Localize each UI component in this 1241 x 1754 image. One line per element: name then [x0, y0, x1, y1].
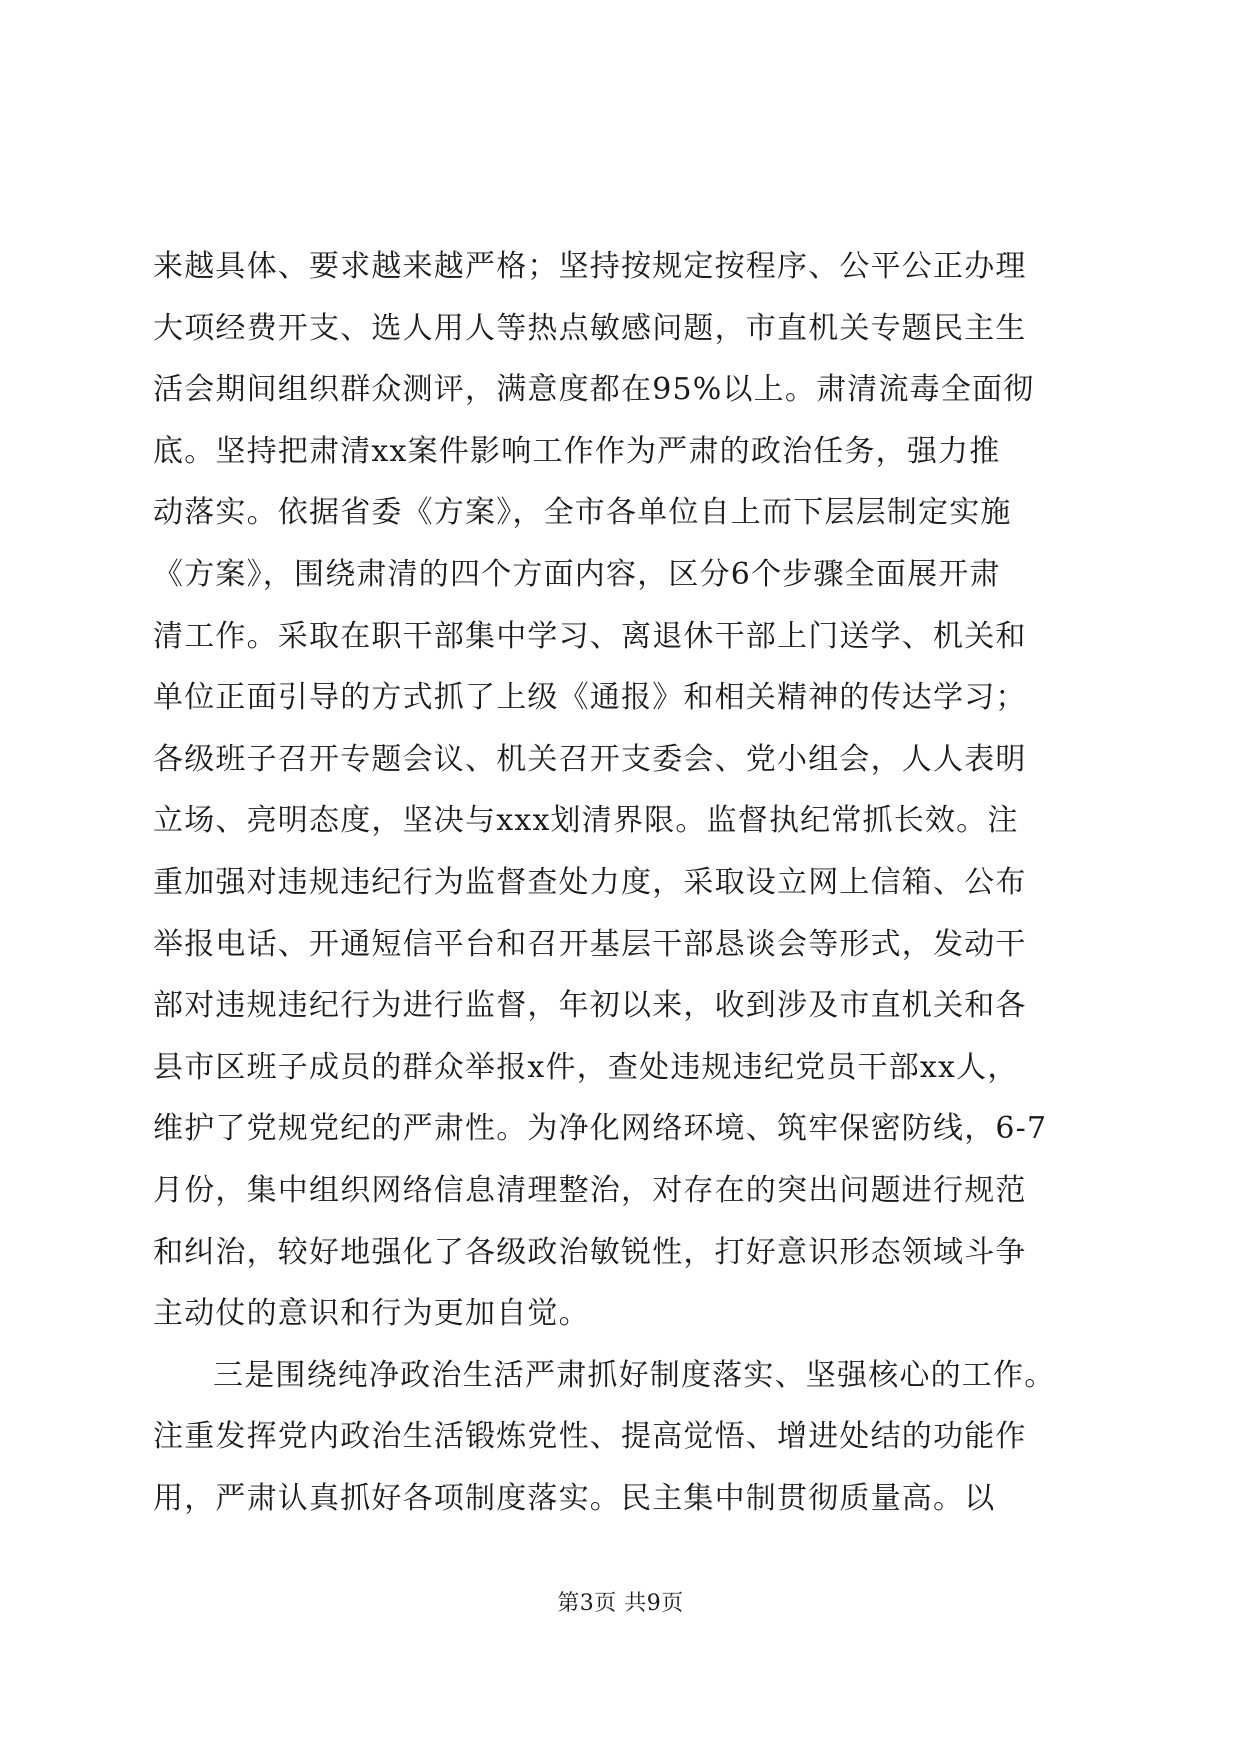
text-line: 县市区班子成员的群众举报x件，查处违规违纪党员干部xx人， [153, 1049, 1019, 1085]
page-number-footer: 第3页 共9页 [557, 1591, 684, 1616]
text-line: 立场、亮明态度，坚决与xxx划清界限。监督执纪常抓长效。注 [153, 803, 1019, 839]
body-text [153, 236, 1088, 1529]
text-line: 维护了党规党纪的严肃性。为净化网络环境、筑牢保密防线，6-7 [153, 1111, 1048, 1147]
text-line: 活会期间组织群众测评，满意度都在95%以上。肃清流毒全面彻 [153, 372, 1035, 408]
text-line: 清工作。采取在职干部集中学习、离退休干部上门送学、机关和 [153, 618, 1027, 654]
text-line: 注重发挥党内政治生活锻炼党性、提高觉悟、增进处结的功能作 [153, 1419, 1027, 1455]
text-line: 大项经费开支、选人用人等热点敏感问题，市直机关专题民主生 [153, 310, 1027, 346]
text-line: 单位正面引导的方式抓了上级《通报》和相关精神的传达学习； [153, 680, 1027, 716]
text-line: 主动仗的意识和行为更加自觉。 [153, 1296, 590, 1332]
text-line: 各级班子召开专题会议、机关召开支委会、党小组会，人人表明 [153, 741, 1027, 777]
text-line: 动落实。依据省委《方案》，全市各单位自上而下层层制定实施 [153, 495, 1012, 531]
text-line: 和纠治，较好地强化了各级政治敏锐性，打好意识形态领域斗争 [153, 1234, 1027, 1270]
text-line: 《方案》，围绕肃清的四个方面内容，区分6个步骤全面展开肃 [153, 556, 1001, 592]
text-line: 举报电话、开通短信平台和召开基层干部恳谈会等形式，发动干 [153, 926, 1027, 962]
text-line: 部对违规违纪行为进行监督，年初以来，收到涉及市直机关和各 [153, 988, 1027, 1024]
paragraph-first-line: 三是围绕纯净政治生活严肃抓好制度落实、坚强核心的工作。 [213, 1357, 1056, 1393]
text-line: 用，严肃认真抓好各项制度落实。民主集中制贯彻质量高。以 [153, 1480, 996, 1516]
text-line: 重加强对违规违纪行为监督查处力度，采取设立网上信箱、公布 [153, 864, 1027, 900]
text-line: 底。坚持把肃清xx案件影响工作作为严肃的政治任务，强力推 [153, 433, 1001, 469]
text-line: 月份，集中组织网络信息清理整治，对存在的突出问题进行规范 [153, 1172, 1027, 1208]
text-line: 来越具体、要求越来越严格；坚持按规定按程序、公平公正办理 [153, 249, 1027, 284]
